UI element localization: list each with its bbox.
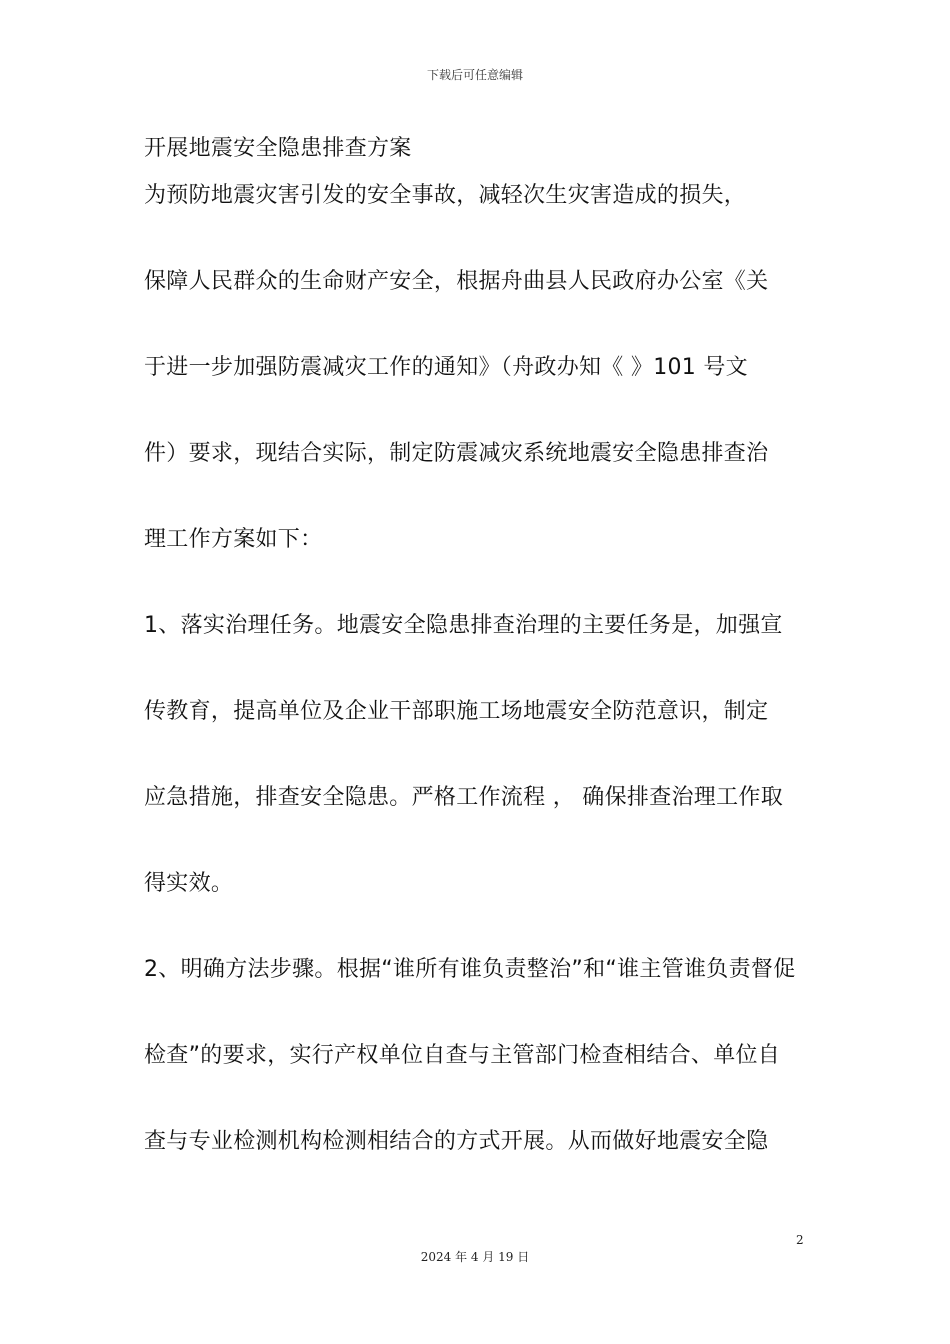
paragraph-line: 1、落实治理任务。地震安全隐患排查治理的主要任务是，加强宣 (144, 613, 783, 638)
paragraph-line: 为预防地震灾害引发的安全事故，减轻次生灾害造成的损失， (144, 183, 747, 208)
paragraph-line: 于进一步加强防震减灾工作的通知》（舟政办知《 》101 号文 (144, 355, 748, 380)
page-number: 2 (796, 1233, 804, 1247)
paragraph-line: 理工作方案如下： (144, 527, 323, 552)
document-title: 开展地震安全隐患排查方案 (144, 136, 412, 161)
paragraph-line: 检查”的要求，实行产权单位自查与主管部门检查相结合、单位自 (144, 1043, 781, 1068)
paragraph-line: 件）要求，现结合实际，制定防震减灾系统地震安全隐患排查治 (144, 441, 769, 466)
paragraph-line: 保障人民群众的生命财产安全，根据舟曲县人民政府办公室《关 (144, 269, 769, 294)
paragraph-line: 应急措施，排查安全隐患。严格工作流程 ， 确保排查治理工作取 (144, 785, 783, 810)
paragraph-line: 传教育，提高单位及企业干部职施工场地震安全防范意识，制定 (144, 699, 769, 724)
paragraph-line: 2、明确方法步骤。根据“谁所有谁负责整治”和“谁主管谁负责督促 (144, 957, 796, 982)
header-note: 下载后可任意编辑 (426, 68, 523, 82)
paragraph-line: 得实效。 (144, 871, 234, 896)
paragraph-line: 查与专业检测机构检测相结合的方式开展。从而做好地震安全隐 (144, 1129, 769, 1154)
footer-date: 2024 年 4 月 19 日 (420, 1250, 530, 1264)
